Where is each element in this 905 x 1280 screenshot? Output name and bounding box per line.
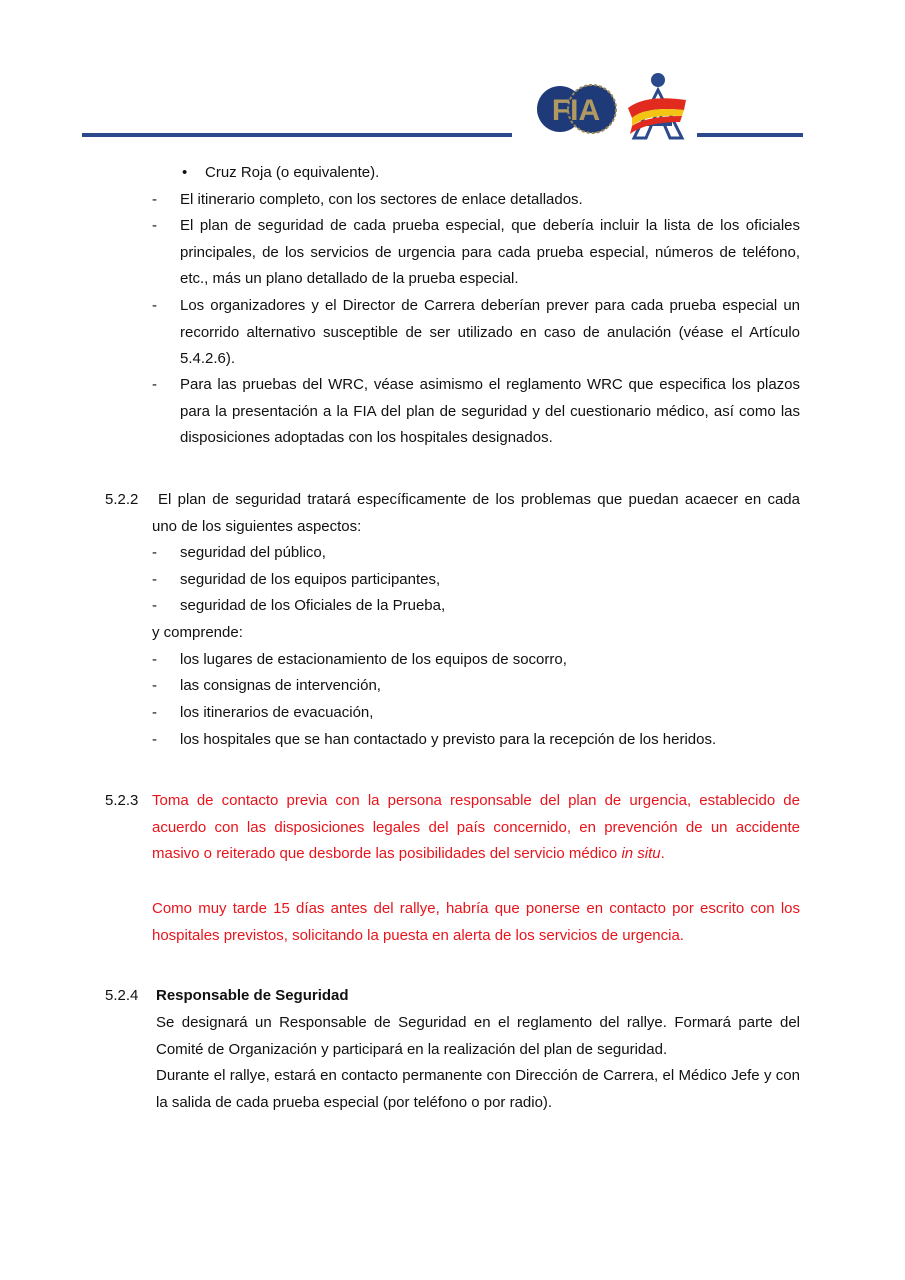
dash-marker: - <box>152 731 157 748</box>
section-paragraph: Se designará un Responsable de Seguridad en el reglamento del rallye. Formará parte del Comité de Organización y participará en la realización del plan de seguridad. <box>156 1014 800 1058</box>
list-item: seguridad del público, <box>180 544 326 561</box>
rfeda-logo <box>626 72 692 140</box>
list-item: seguridad de los Oficiales de la Prueba, <box>180 597 446 614</box>
list-item: El itinerario completo, con los sectores de enlace detallados. <box>180 191 583 208</box>
list-item: seguridad de los equipos participantes, <box>180 571 441 588</box>
dash-marker: - <box>152 571 157 588</box>
header-rule-left <box>82 133 512 137</box>
section-number: 5.2.3 <box>105 792 139 809</box>
fia-logo <box>536 80 618 138</box>
dash-marker: - <box>152 217 157 234</box>
section-title-text: Responsable de Seguridad <box>156 987 349 1004</box>
list-item: los hospitales que se han contactado y previsto para la recepción de los heridos. <box>180 731 717 748</box>
section-number: 5.2.4 <box>105 987 139 1004</box>
list-item: Los organizadores y el Director de Carrera deberían prever para cada prueba especial un recorrido alternativo susceptible de ser utilizado en caso de anulación (véase el Artículo 5.4.2.6). <box>180 297 800 368</box>
svg-text:FIA: FIA <box>551 94 601 127</box>
list-item: los itinerarios de evacuación, <box>180 704 374 721</box>
section-title <box>156 983 349 1010</box>
list-item: El plan de seguridad de cada prueba especial, que debería incluir la lista de los oficiales principales, de los servicios de urgencia para cada prueba especial, números de teléfono, etc., más un plano detallado de la prueba especial. <box>180 217 800 288</box>
italic-text: in situ <box>621 845 661 863</box>
section-number: 5.2.2 <box>105 491 139 508</box>
dash-marker: - <box>152 191 157 208</box>
dash-marker: - <box>152 704 157 721</box>
list-item: las consignas de intervención, <box>180 677 381 694</box>
header-rule-right <box>697 133 803 137</box>
connector-text: y comprende: <box>152 624 243 641</box>
section-intro: El plan de seguridad tratará específicamente de los problemas que puedan acaecer en cada uno de los siguientes aspectos: <box>152 491 800 535</box>
dash-marker: - <box>152 376 157 393</box>
paragraph-end: . <box>660 845 665 863</box>
dash-marker: - <box>152 677 157 694</box>
paragraph-text: Toma de contacto previa con la persona responsable del plan de urgencia, establecido de acuerdo con las disposiciones legales del país concernido, en prevención de un accidente masivo o reiterado que desborde las posibilidades del servicio médico <box>152 792 800 863</box>
section-paragraph <box>152 788 800 868</box>
section-paragraph: Durante el rallye, estará en contacto permanente con Dirección de Carrera, el Médico Jefe y con la salida de cada prueba especial (por teléfono o por radio). <box>156 1067 800 1111</box>
list-item: Para las pruebas del WRC, véase asimismo el reglamento WRC que especifica los plazos para la presentación a la FIA del plan de seguridad y del cuestionario médico, así como las disposiciones adoptadas con los hospitales designados. <box>180 376 800 447</box>
dash-marker: - <box>152 544 157 561</box>
list-item: los lugares de estacionamiento de los equipos de socorro, <box>180 651 567 668</box>
dash-marker: - <box>152 597 157 614</box>
bullet-icon: • <box>182 164 188 181</box>
list-item: Cruz Roja (o equivalente). <box>205 164 380 181</box>
dash-marker: - <box>152 297 157 314</box>
dash-marker: - <box>152 651 157 668</box>
section-paragraph: Como muy tarde 15 días antes del rallye, habría que ponerse en contacto por escrito con los hospitales previstos, solicitando la puesta en alerta de los servicios de urgencia. <box>152 900 800 944</box>
